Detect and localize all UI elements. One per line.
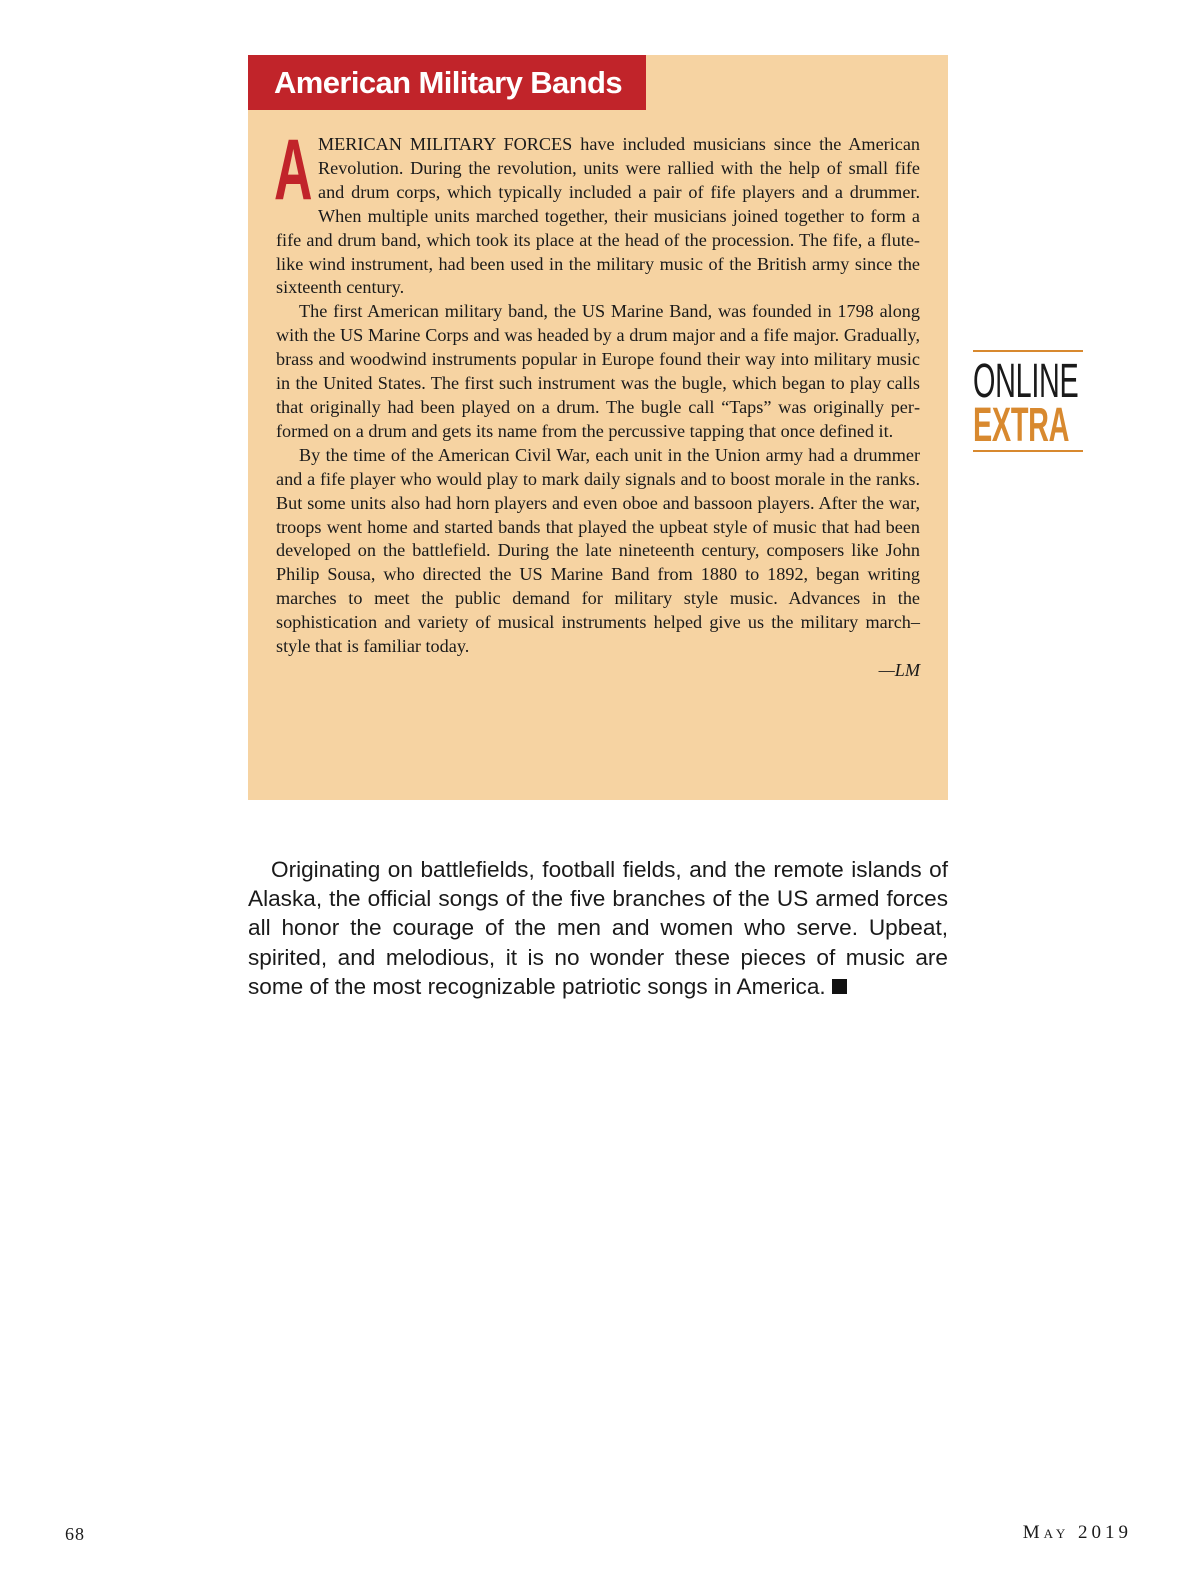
sidebar-paragraph-2: The first American military band, the US Marine Band, was founded in 1798 along with the US Marine Corps and was headed by a drum major and a fife major. Gradually, brass and woodwind instruments popular in Europe found their way into military music in the United States. The first such instrument was the bugle, which began to play calls that originally had been played on a drum. The bugle call “Taps” was originally performed on a drum and gets its name from the percussive tapping that once defined it. — [276, 301, 920, 441]
sidebar-paragraph-1 — [274, 122, 920, 300]
online-extra-line2: EXTRA — [973, 399, 1070, 452]
body-paragraph — [248, 855, 948, 1001]
online-extra-line1: ONLINE — [973, 355, 1079, 408]
issue-date: May 2019 — [1022, 1522, 1132, 1543]
page-number: 68 — [65, 1524, 85, 1544]
body-paragraph-text: Originating on battlefields, football fields, and the remote islands of Alaska, the official songs of the five branches of the US armed forces all honor the courage of the men and women who serve. Upbeat, spirited, and melodious, it is no wonder these pieces of music are some of the most recognizable patriotic songs in America. — [248, 857, 948, 999]
sidebar-title: American Military Bands — [248, 55, 646, 110]
online-extra-badge — [973, 350, 1083, 452]
sidebar-box — [248, 55, 948, 800]
author-signoff: —LM — [878, 659, 920, 680]
end-of-article-icon — [832, 979, 847, 994]
dropcap: A — [274, 122, 313, 218]
sidebar-body — [274, 122, 920, 683]
sidebar-paragraph-3: By the time of the American Civil War, each unit in the Union army had a drummer and a fife player who would play to mark daily signals and to boost morale in the ranks. But some units also had horn players and even oboe and bassoon players. After the war, troops went home and started bands that played the upbeat style of music that had been developed on the battlefield. During the late nineteenth century, composers like John Philip Sousa, who directed the US Marine Band from 1880 to 1892, began writing marches to meet the public demand for military style music. Advances in the sophistication and variety of musical instruments helped give us the military march–style that is familiar today. — [276, 444, 920, 657]
sidebar-paragraph-1-text: MERICAN MILITARY FORCES have included musicians since the American Revolution. During the revolution, units were rallied with the help of small fife and drum corps, which typically included a pair of fife players and a drummer. When multiple units marched together, their musicians joined together to form a fife and drum band, which took its place at the head of the procession. The fife, a flute-like wind instrument, had been used in the military music of the British army since the sixteenth century. — [276, 134, 920, 298]
